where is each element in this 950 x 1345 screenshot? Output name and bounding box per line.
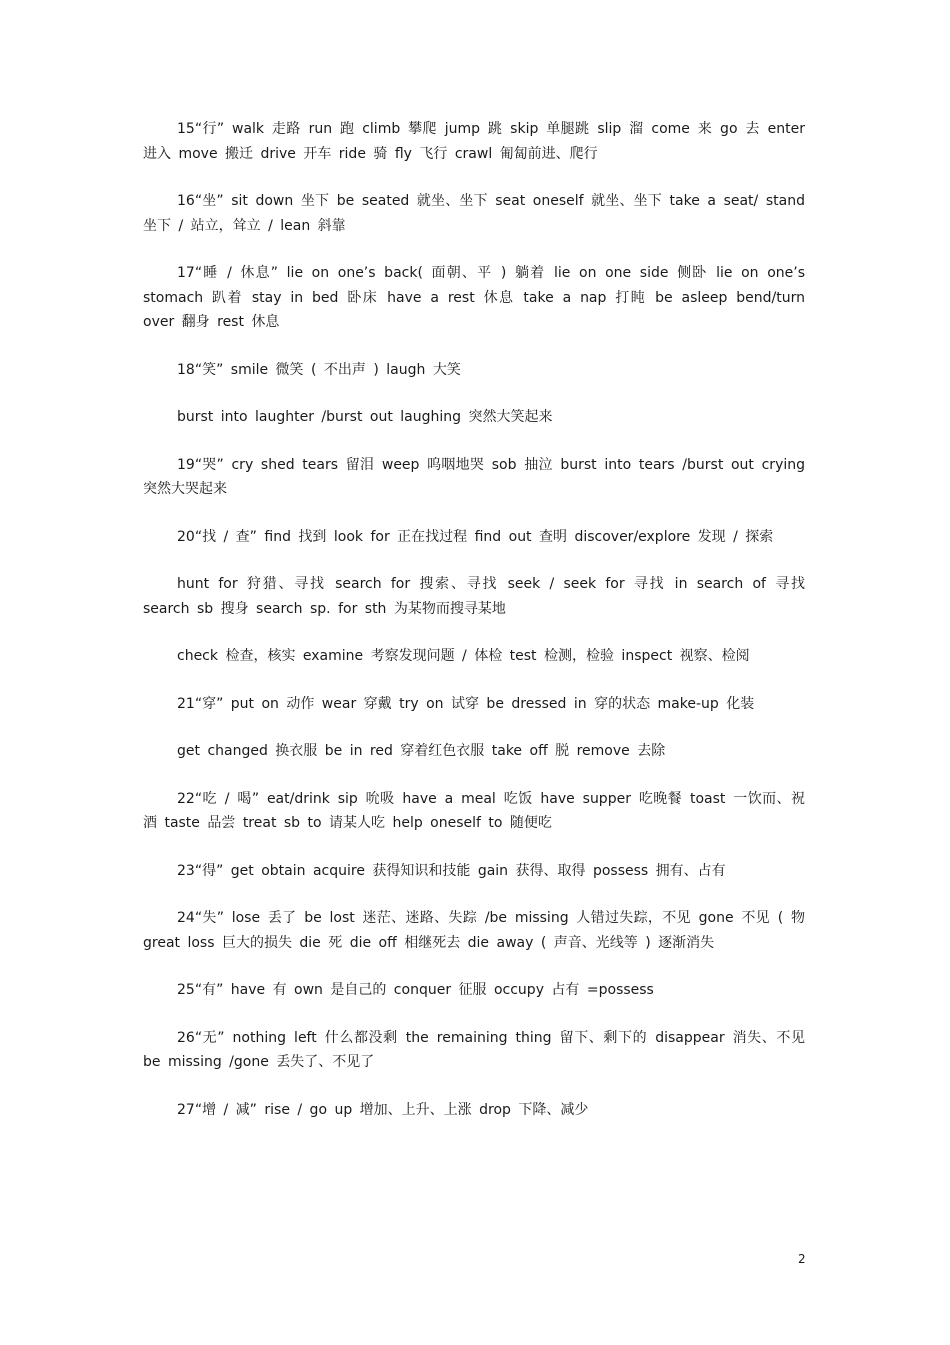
paragraph-20-find: 20“找 / 查” find 找到 look for 正在找过程 find out 查明 discover/explore 发现 / 探索 (177, 528, 774, 545)
paragraph-18-laugh: 18“笑” smile 微笑 ( 不出声 ) laugh 大笑 (177, 361, 461, 378)
vocabulary-list (143, 117, 805, 1145)
page-number: 2 (798, 1252, 806, 1266)
paragraph-22-eat-drink: 22“吃 / 喝” eat/drink sip 吮吸 have a meal 吃饭 have supper 吃晚餐 toast 一饮而、祝酒 taste 品尝 treat sb to 请某人吃 help oneself to 随便吃 (143, 790, 805, 831)
paragraph-23-get: 23“得” get obtain acquire 获得知识和技能 gain 获得、取得 possess 拥有、占有 (177, 862, 726, 879)
paragraph-17-sleep-rest: 17“睡 / 休息” lie on one’s back( 面朝、平 ) 躺着 lie on one side 侧卧 lie on one’s stomach 趴着 stay in bed 卧床 have a rest 休息 take a nap 打盹 be asleep bend/turn over 翻身 rest 休息 (143, 265, 805, 330)
paragraph-24-lose: 24“失” lose 丢了 be lost 迷茫、迷路、失踪 /be missing 人错过失踪，不见 gone 不见 ( 物 great loss 巨大的损失 die 死 die off 相继死去 die away ( 声音、光线等 ) 逐渐消失 (143, 910, 805, 951)
paragraph-27-increase-decrease: 27“增 / 减” rise / go up 增加、上升、上涨 drop 下降、减少 (177, 1101, 589, 1118)
paragraph-18-burst-laughter: burst into laughter /burst out laughing 突然大笑起来 (177, 409, 553, 425)
paragraph-25-have: 25“有” have 有 own 是自己的 conquer 征服 occupy 占有 =possess (177, 982, 654, 998)
paragraph-26-nothing: 26“无” nothing left 什么都没剩 the remaining thing 留下、剩下的 disappear 消失、不见 be missing /gone 丢失了、不见了 (143, 1029, 805, 1070)
paragraph-19-cry: 19“哭” cry shed tears 留泪 weep 呜咽地哭 sob 抽泣 burst into tears /burst out crying 突然大哭起来 (143, 456, 805, 497)
paragraph-16-sit: 16“坐” sit down 坐下 be seated 就坐、坐下 seat oneself 就坐、坐下 take a seat/ stand 坐下 / 站立，耸立 / lean 斜靠 (143, 193, 805, 234)
paragraph-20-search: hunt for 狩猎、寻找 search for 搜索、寻找 seek / seek for 寻找 in search of 寻找 search sb 搜身 search sp. for sth 为某物而搜寻某地 (143, 576, 805, 617)
paragraph-21-wear: 21“穿” put on 动作 wear 穿戴 try on 试穿 be dressed in 穿的状态 make-up 化装 (177, 695, 755, 712)
paragraph-21-changed: get changed 换衣服 be in red 穿着红色衣服 take off 脱 remove 去除 (177, 743, 666, 759)
paragraph-20-check: check 检查，核实 examine 考察发现问题 / 体检 test 检测，检验 inspect 视察、检阅 (177, 648, 750, 664)
paragraph-15-walk: 15“行” walk 走路 run 跑 climb 攀爬 jump 跳 skip 单腿跳 slip 溜 come 来 go 去 enter 进入 move 搬迁 drive 开车 ride 骑 fly 飞行 crawl 匍匐前进、爬行 (143, 121, 805, 162)
